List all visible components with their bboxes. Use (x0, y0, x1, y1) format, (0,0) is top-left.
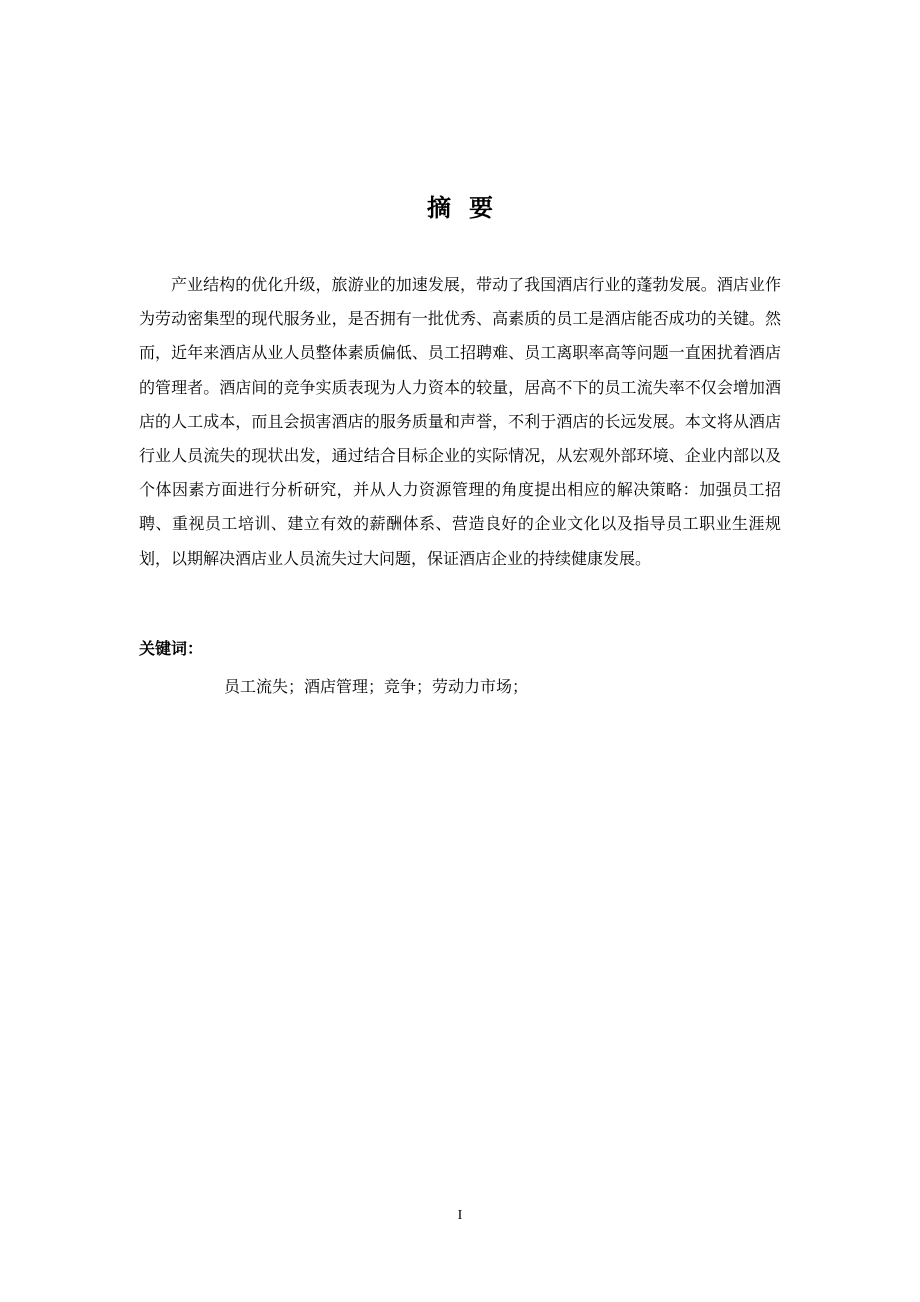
abstract-paragraph: 产业结构的优化升级，旅游业的加速发展，带动了我国酒店行业的蓬勃发展。酒店业作为劳动密集型的现代服务业，是否拥有一批优秀、高素质的员工是酒店能否成功的关键。然而，近年来酒店从业人员整体素质偏低、员工招聘难、员工离职率高等问题一直困扰着酒店的管理者。酒店间的竞争实质表现为人力资本的较量，居高不下的员工流失率不仅会增加酒店的人工成本，而且会损害酒店的服务质量和声誉，不利于酒店的长远发展。本文将从酒店行业人员流失的现状出发，通过结合目标企业的实际情况，从宏观外部环境、企业内部以及个体因素方面进行分析研究，并从人力资源管理的角度提出相应的解决策略：加强员工招聘、重视员工培训、建立有效的薪酬体系、营造良好的企业文化以及指导员工职业生涯规划，以期解决酒店业人员流失过大问题，保证酒店企业的持续健康发展。 (139, 275, 781, 568)
page-title: 摘要 (427, 194, 511, 222)
keywords-label: 关键词： (139, 639, 204, 658)
keywords-content: 员工流失；酒店管理；竞争；劳动力市场； (224, 677, 529, 696)
page-number: I (457, 1208, 463, 1223)
